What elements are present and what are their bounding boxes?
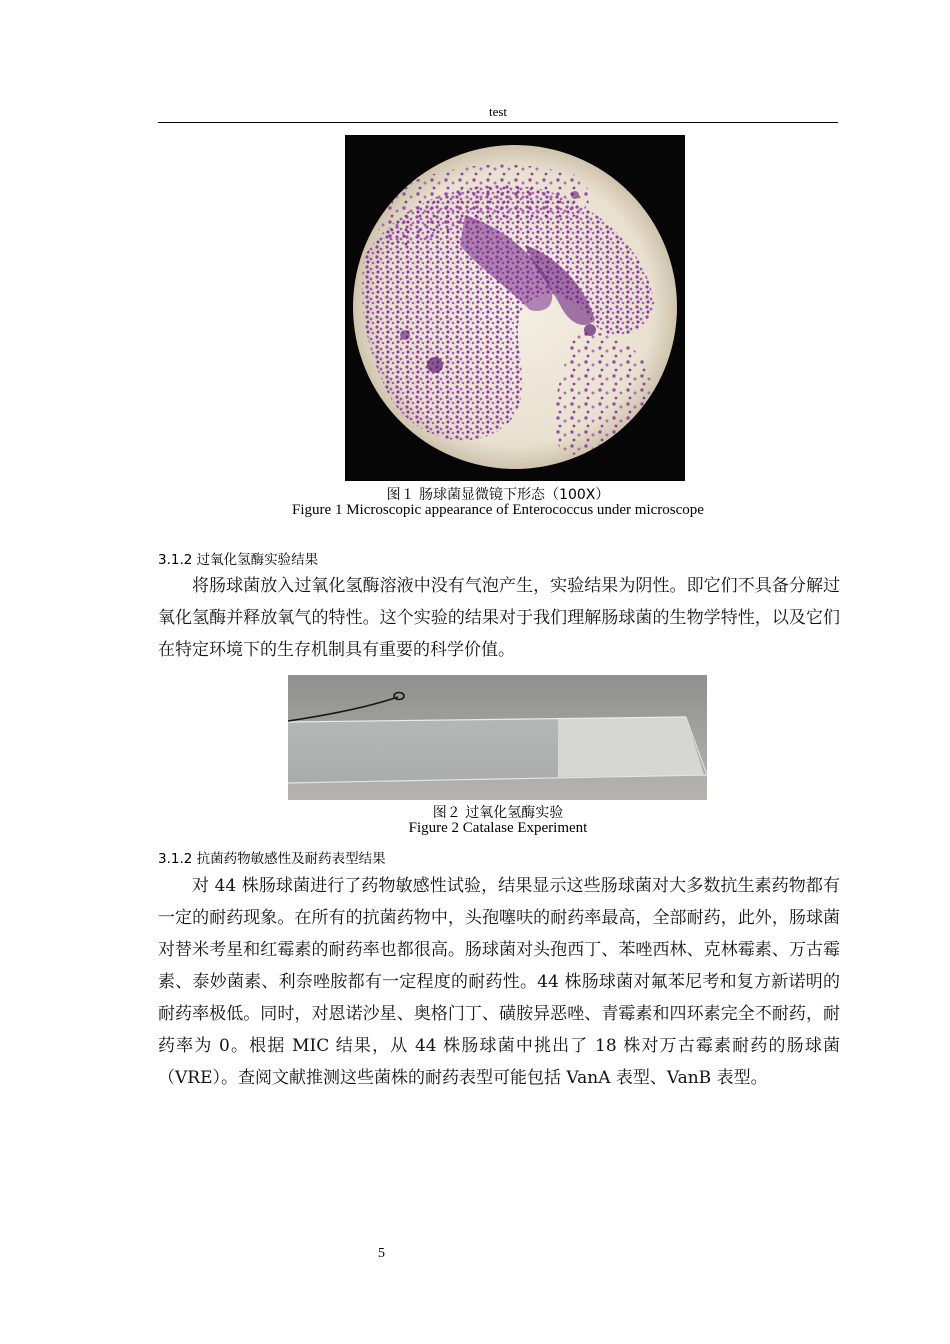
figure2-caption-cn: 图２ 过氧化氢酶实验 (432, 805, 564, 821)
figure1-caption-cn: 图１ 肠球菌显微镜下形态（100X） (386, 487, 610, 503)
catalase-slide-graphic (288, 675, 707, 800)
figure1-caption-en: Figure 1 Microscopic appearance of Enterococcus under microscope (292, 502, 704, 518)
paragraph-catalase: 将肠球菌放入过氧化氢酶溶液中没有气泡产生，实验结果为阴性。即它们不具备分解过氧化氢酶并释放氧气的特性。这个实验的结果对于我们理解肠球菌的生物学特性，以及它们在特定环境下的生存机制具有重要的科学价值。 (158, 576, 840, 660)
section-heading-catalase: 3.1.2 过氧化氢酶实验结果 (158, 552, 319, 568)
microscope-field-graphic (345, 135, 685, 481)
paragraph-susceptibility: 对 44 株肠球菌进行了药物敏感性试验，结果显示这些肠球菌对大多数抗生素药物都有一定的耐药现象。在所有的抗菌药物中，头孢噻呋的耐药率最高，全部耐药，此外，肠球菌对替米考星和红霉素的耐药率也都很高。肠球菌对头孢西丁、苯唑西林、克林霉素、万古霉素、泰妙菌素、利奈唑胺都有一定程度的耐药性。44 株肠球菌对氟苯尼考和复方新诺明的耐药率极低。同时，对恩诺沙星、奥格门丁、磺胺异恶唑、青霉素和四环素完全不耐药，耐药率为 0。根据 MIC 结果，从 44 株肠球菌中挑出了 18 株对万古霉素耐药的肠球菌（VRE）。查阅文献推测这些菌株的耐药表型可能包括 VanA 表型、VanB 表型。 (158, 876, 840, 1088)
figure-microscope-image (345, 135, 685, 481)
page-header: test (488, 104, 508, 119)
figure-catalase-image (288, 675, 707, 800)
figure2-caption-en: Figure 2 Catalase Experiment (408, 820, 588, 836)
section-heading-susceptibility: 3.1.2 抗菌药物敏感性及耐药表型结果 (158, 851, 386, 867)
page-number: 5 (378, 1246, 385, 1261)
header-rule (158, 122, 838, 123)
